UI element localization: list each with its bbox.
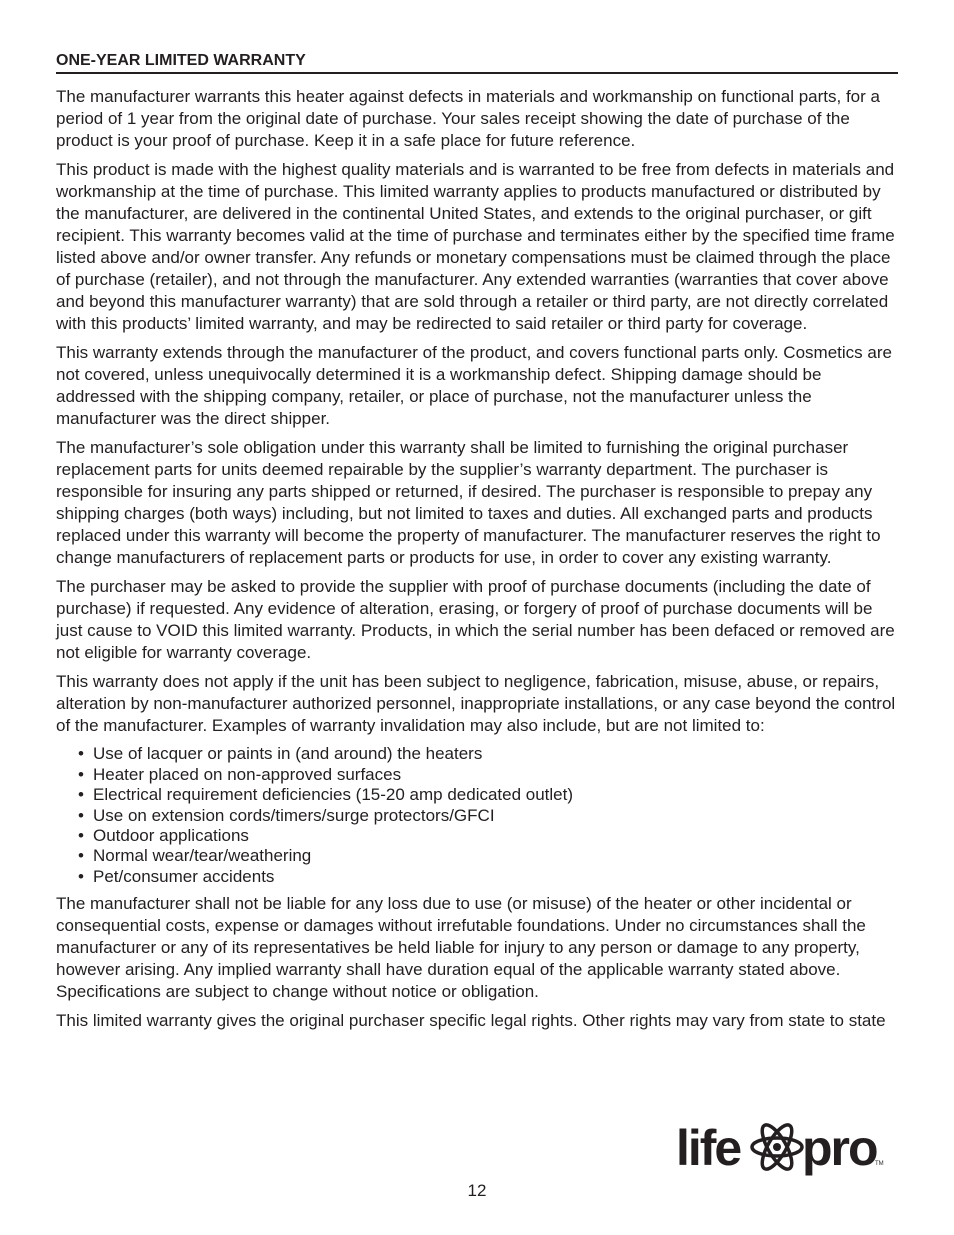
list-item: • Electrical requirement deficiencies (15-20 amp dedicated outlet) <box>78 785 574 805</box>
logo-text-right: pro <box>802 1120 877 1176</box>
list-item: • Use on extension cords/timers/surge protectors/GFCI <box>78 805 495 825</box>
bullet-glyph: • <box>78 846 84 866</box>
paragraph-6: This warranty does not apply if the unit has been subject to negligence, fabrication, misuse, abuse, or repairs, alteration by non-manufacturer authorized personnel, inappropriate installations, or any case beyond the control of the manufacturer. Examples of warranty invalidation may also include, but are not limited to: <box>56 672 896 735</box>
list-item: • Normal wear/tear/weathering <box>78 846 312 866</box>
paragraph-8: This limited warranty gives the original purchaser specific legal rights. Other rights may vary from state to state <box>56 1011 886 1031</box>
bullet-glyph: • <box>78 744 84 764</box>
paragraph-3: This warranty extends through the manufacturer of the product, and covers functional parts only. Cosmetics are not covered, unless unequivocally determined it is a workmanship defect. Shipping damage should be addressed with the shipping company, retailer, or place of purchase, not the manufacturer unless the manufacturer was the direct shipper. <box>56 342 892 428</box>
invalidation-list <box>78 744 898 887</box>
bullet-glyph: • <box>78 785 84 805</box>
list-item: • Outdoor applications <box>78 826 249 845</box>
list-item: • Pet/consumer accidents <box>78 866 275 886</box>
paragraph-5: The purchaser may be asked to provide the supplier with proof of purchase documents (including the date of purchase) if requested. Any evidence of alteration, erasing, or forgery of proof of purchase documents will be just cause to VOID this limited warranty. Products, in which the serial number has been defaced or removed are not eligible for warranty coverage. <box>56 577 895 662</box>
paragraph-7: The manufacturer shall not be liable for any loss due to use (or misuse) of the heater or other incidental or consequential costs, expense or damages without irrefutable foundations. Under no circumstances shall the manufacturer or any of its representatives be held liable for injury to any person or damage to any property, however arising. Any implied warranty shall have duration equal of the applicable warranty stated above. Specifications are subject to change without notice or obligation. <box>56 894 866 1001</box>
page-number: 12 <box>467 1181 487 1200</box>
logo-text-left: life <box>676 1120 741 1176</box>
page-heading: ONE-YEAR LIMITED WARRANTY <box>56 50 898 74</box>
list-item: • Use of lacquer or paints in (and around) the heaters <box>78 744 483 764</box>
lifepro-logo-graphic <box>676 1115 886 1181</box>
bullet-glyph: • <box>78 764 84 784</box>
bullet-glyph: • <box>78 866 84 886</box>
list-item: • Heater placed on non-approved surfaces <box>78 764 402 784</box>
lifepro-logo <box>676 1115 886 1181</box>
warranty-page <box>56 50 898 1040</box>
logo-trademark: TM <box>875 1161 884 1167</box>
atom-icon <box>752 1121 802 1173</box>
paragraph-4: The manufacturer’s sole obligation under this warranty shall be limited to furnishing the original purchaser replacement parts for units deemed repairable by the supplier’s warranty department. The purchaser is responsible for insuring any parts shipped or returned, if desired. The purchaser is responsible to prepay any shipping charges (both ways) including, but not limited to taxes and duties. All exchanged parts and products replaced under this warranty will become the property of manufacturer. The manufacturer reserves the right to change manufacturers of replacement parts or products for use, in order to cover any existing warranty. <box>56 438 881 567</box>
bullet-glyph: • <box>78 826 84 845</box>
bullet-glyph: • <box>78 805 84 825</box>
paragraph-1: The manufacturer warrants this heater against defects in materials and workmanship on functional parts, for a period of 1 year from the original date of purchase. Your sales receipt showing the date of purchase of the product is your proof of purchase. Keep it in a safe place for future reference. <box>56 87 880 150</box>
paragraph-2: This product is made with the highest quality materials and is warranted to be free from defects in materials and workmanship at the time of purchase. This limited warranty applies to products manufactured or distributed by the manufacturer, are delivered in the continental United States, and extends to the original purchaser, or gift recipient. This warranty becomes valid at the time of purchase and terminates either by the specified time frame listed above and/or owner transfer. Any refunds or monetary compensations must be claimed through the place of purchase (retailer), and not through the manufacturer. Any extended warranties (warranties that cover above and beyond this manufacturer warranty) that are sold through a retailer or third party, are not directly correlated with this products’ limited warranty, and may be redirected to said retailer or third party for coverage. <box>56 160 895 333</box>
